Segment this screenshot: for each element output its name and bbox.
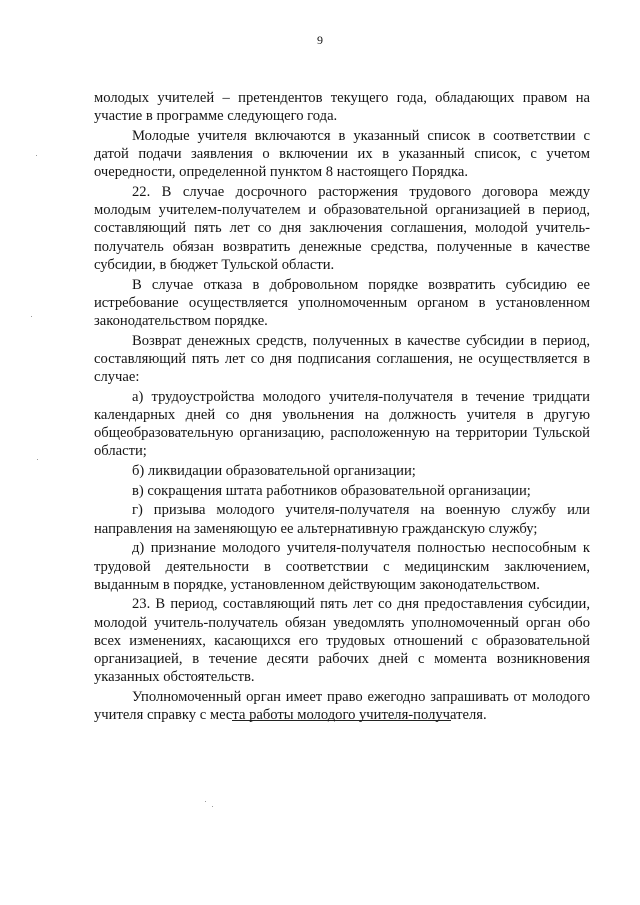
paragraph-list-order: Молодые учителя включаются в указанный список в соответствии с датой подачи заявления о включении их в указанный список, с учетом очередности, определенной пунктом 8 настоящего Порядка. [94, 127, 590, 181]
paragraph-clause-22: 22. В случае досрочного расторжения трудового договора между молодым учителем-получателем и образовательной организацией в период, составляющий пять лет со дня заключения соглашения, молодой учитель-получатель обязан возвратить денежные средства, полученные в качестве субсидии, в бюджет Тульской области. [94, 184, 590, 273]
list-item-g: г) призыва молодого учителя-получателя на военную службу или направления на заменяющую ее альтернативную гражданскую службу; [94, 502, 590, 537]
list-item-a: а) трудоустройства молодого учителя-получателя в течение тридцати календарных дней со дня увольнения на должность учителя в другую общеобразовательную организацию, расположенную на территории Тульской области; [94, 388, 590, 460]
scan-speck [37, 459, 38, 460]
list-item-v: в) сокращения штата работников образовательной организации; [132, 482, 531, 499]
page-number: 9 [317, 33, 323, 47]
scan-speck [31, 316, 32, 317]
scan-speck [212, 806, 213, 807]
paragraph-refusal-return: В случае отказа в добровольном порядке возвратить субсидию ее истребование осуществляется уполномоченным органом в установленном законодательством порядке. [94, 276, 590, 329]
paragraph-clause-23: 23. В период, составляющий пять лет со дня предоставления субсидии, молодой учитель-получатель обязан уведомлять уполномоченный орган обо всех изменениях, касающихся его трудовых отношений с образовательной организацией, в течение десяти рабочих дней с момента возникновения указанных обстоятельств. [94, 596, 590, 686]
scan-speck [205, 801, 206, 802]
list-item-d: д) признание молодого учителя-получателя полностью неспособным к трудовой деятельности в соответствии с медицинским заключением, выданным в порядке, установленном действующим законодательством. [94, 540, 590, 593]
scan-speck [36, 155, 37, 156]
paragraph-annual-request: Уполномоченный орган имеет право ежегодно запрашивать от молодого учителя справку с места работы молодого учителя-получателя. [94, 689, 590, 724]
document-body [94, 89, 590, 726]
paragraph-return-exceptions: Возврат денежных средств, полученных в качестве субсидии в период, составляющий пять лет со дня подписания соглашения, не осуществляется в случае: [94, 332, 590, 386]
end-divider-line [232, 720, 451, 721]
list-item-b: б) ликвидации образовательной организации; [132, 463, 416, 480]
paragraph-continuation: молодых учителей – претендентов текущего года, обладающих правом на участие в программе следующего года. [94, 90, 590, 125]
